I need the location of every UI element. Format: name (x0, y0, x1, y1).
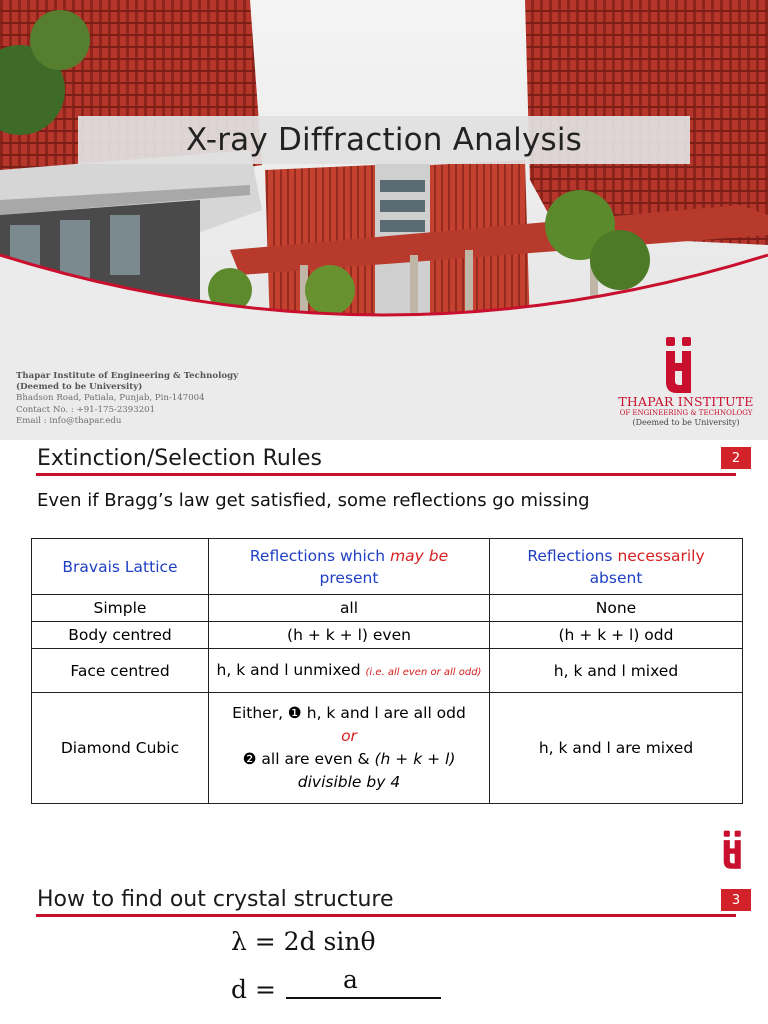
cell-present (209, 649, 490, 693)
address-line: Bhadson Road, Patiala, Punjab, Pin-147004 (16, 393, 205, 404)
cell-text: h, k and l unmixed (216, 661, 366, 679)
slide-title: Extinction/Selection Rules (37, 446, 322, 471)
cell-lattice: Face centred (32, 649, 209, 693)
table-row (32, 622, 743, 649)
address-line: Thapar Institute of Engineering & Technology (16, 371, 239, 381)
cell-absent: (h + k + l) odd (490, 622, 743, 649)
institute-subname: OF ENGINEERING & TECHNOLOGY (619, 409, 753, 417)
header-text: present (319, 568, 379, 587)
table-header-row (32, 539, 743, 595)
cell-present (209, 693, 490, 804)
extinction-rules-slide (0, 440, 768, 815)
address-line: (Deemed to be University) (16, 382, 143, 393)
header-text: Reflections (527, 546, 618, 565)
crystal-structure-slide (0, 815, 768, 1024)
header-present (209, 539, 490, 595)
cell-absent: h, k and l are mixed (490, 693, 743, 804)
cell-present: (h + k + l) even (209, 622, 490, 649)
page-number: 2 (721, 447, 751, 469)
cell-present: all (209, 595, 490, 622)
table-row (32, 649, 743, 693)
selection-rules-table (31, 538, 743, 804)
title-slide (0, 0, 768, 440)
cell-text: (h + k + l) (374, 750, 456, 768)
ti-logo-icon (662, 335, 706, 393)
cell-absent: None (490, 595, 743, 622)
bragg-equation: λ = 2d sinθ (231, 927, 376, 956)
presentation-title: X-ray Diffraction Analysis (78, 116, 690, 164)
address-line: Email : info@thapar.edu (16, 415, 122, 426)
institute-name: THAPAR INSTITUTE (618, 394, 754, 409)
institute-deemed: (Deemed to be University) (632, 418, 740, 427)
cell-text: ❷ all are even & (242, 750, 375, 768)
header-emphasis: may be (390, 546, 449, 565)
equation-lhs: d = (231, 975, 276, 1004)
header-text: absent (589, 568, 643, 587)
table-row (32, 595, 743, 622)
institute-address (16, 371, 238, 427)
cell-text: Either, ❶ h, k and l are all odd (232, 704, 466, 722)
ti-logo-icon (721, 829, 751, 869)
cell-lattice: Simple (32, 595, 209, 622)
header-emphasis: necessarily (617, 546, 705, 565)
equation-numerator: a (343, 965, 358, 994)
cell-or: or (341, 727, 357, 745)
header-text: Reflections which (249, 546, 391, 565)
d-spacing-equation (231, 965, 358, 1004)
title-underline (36, 473, 736, 476)
slide-subtitle: Even if Bragg’s law get satisfied, some reflections go missing (37, 490, 590, 511)
cell-lattice: Body centred (32, 622, 209, 649)
page-number: 3 (721, 889, 751, 911)
cell-text: divisible by 4 (297, 773, 401, 791)
fraction-bar (286, 997, 441, 999)
cell-absent: h, k and l mixed (490, 649, 743, 693)
institute-logo-text (596, 394, 768, 427)
title-underline (36, 914, 736, 917)
cell-lattice: Diamond Cubic (32, 693, 209, 804)
header-absent (490, 539, 743, 595)
header-bravais-lattice: Bravais Lattice (32, 539, 209, 595)
slide-title: How to find out crystal structure (37, 887, 394, 912)
table-row (32, 693, 743, 804)
address-line: Contact No. : +91-175-2393201 (16, 404, 156, 415)
cell-note: (i.e. all even or all odd) (365, 667, 482, 678)
